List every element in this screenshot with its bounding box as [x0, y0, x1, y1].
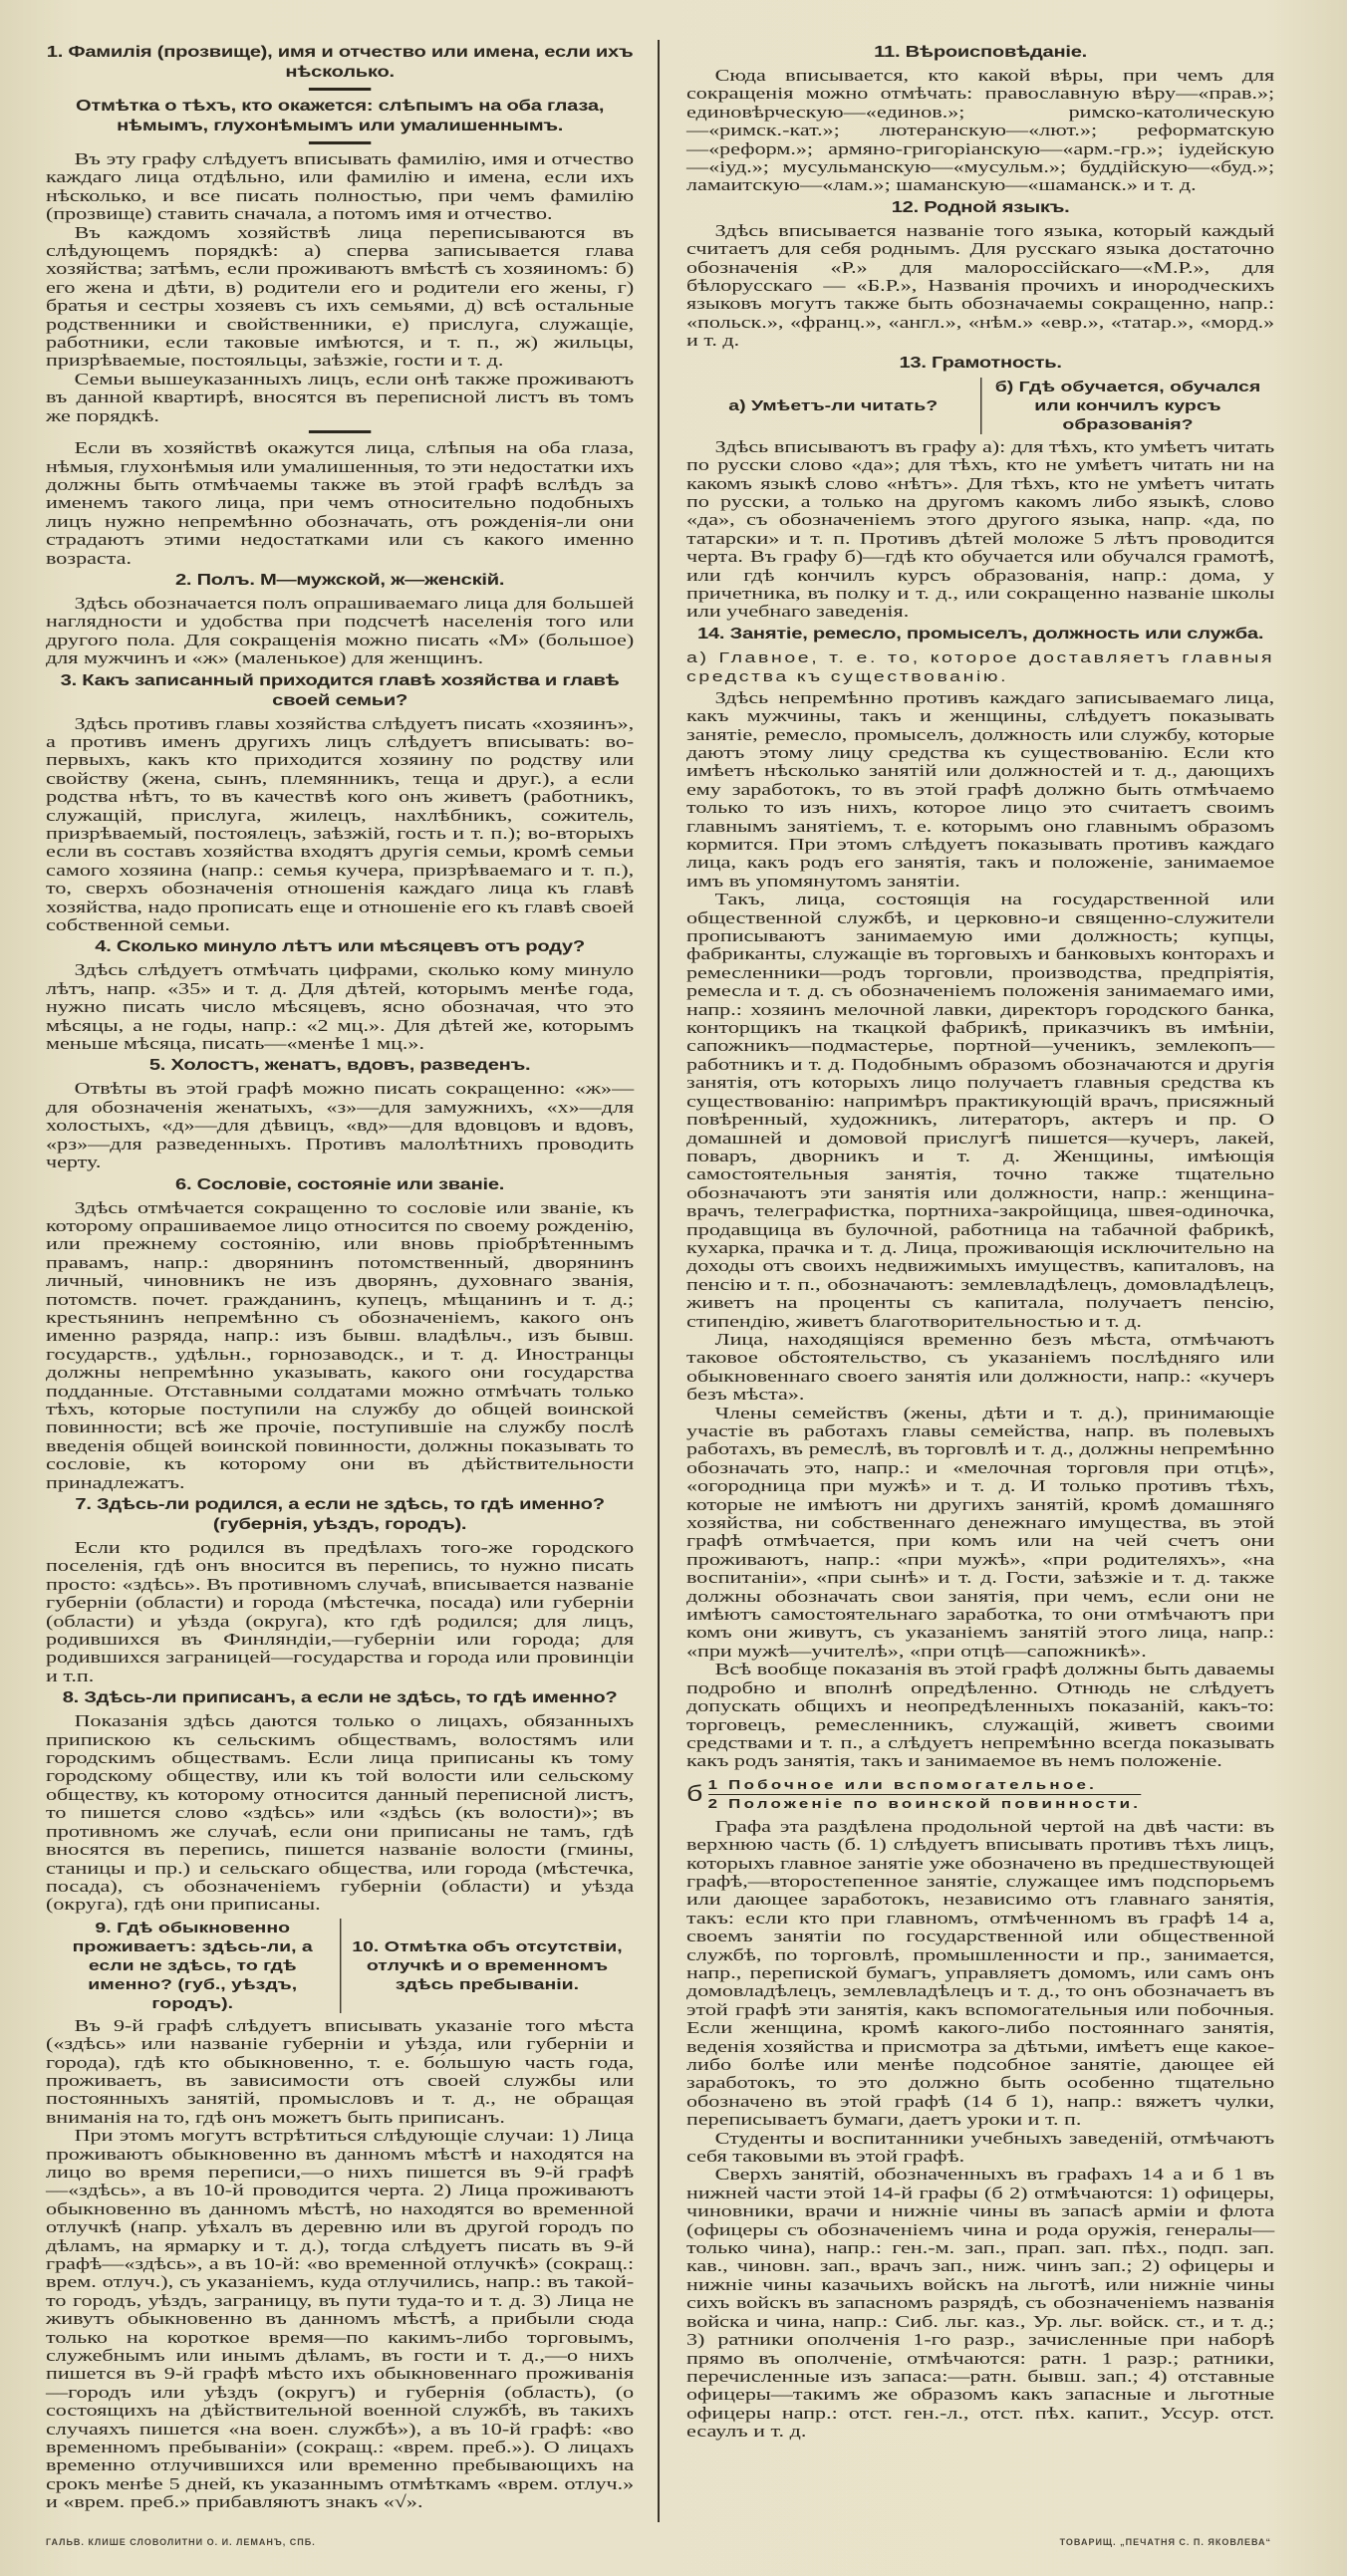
paragraph: При этомъ могутъ встрѣтиться слѣдующіе случаи: 1) Лица проживаютъ обыкновенно въ данномъ мѣстѣ и находятся на лицо во время переписи,—о нихъ пишется въ 9-й графѣ—«здѣсь», а въ 10-й проводится черта. 2) Лица проживаютъ обыкновенно въ данномъ мѣстѣ, но находятся во временной отлучкѣ (напр. уѣхалъ въ деревню или въ другой городъ по дѣламъ, на ярмарку и т. д.), тогда слѣдуетъ писать въ 9-й графѣ—«здѣсь», а въ 10-й: «во временной отлучкѣ» (сокращ.: врем. отлуч.), съ указаніемъ, куда отлучились, напр.: въ такой-то городъ, уѣздъ, заграницу, въ пути туда-то и т. д. 3) Лица не живутъ обыкновенно въ данномъ мѣстѣ, а прибыли сюда только на короткое время—по какимъ-либо торговымъ, служебнымъ или инымъ дѣламъ, въ гости и т. д.,—о нихъ пишется въ 9-й графѣ мѣсто ихъ обыкновеннаго проживанія—городъ или уѣздъ (округъ) и губернія (область), (о состоящихъ на дѣйствительной военной службѣ, въ такихъ случаяхъ пишется «на воен. службѣ»), а въ 10-й графѣ: «во временномъ пребываніи» (сокращ.: «врем. преб.»). О лицахъ временно отлучившихся или временно пребывающихъ на срокъ менѣе 5 дней, къ указаннымъ отмѣткамъ «врем. отлуч.» и «врем. преб.» прибавляютъ знакъ «√».	[46, 2126, 635, 2512]
split-heading-left: 9. Гдѣ обыкновенно проживаетъ: здѣсь-ли, а если не здѣсь, то гдѣ именно? (губ., уѣздъ, городъ).	[46, 1919, 341, 2013]
section-heading: 11. Вѣроисповѣданіе.	[874, 44, 1088, 61]
section-heading: 8. Здѣсь-ли приписанъ, а если не здѣсь, то гдѣ именно?	[62, 1689, 618, 1707]
section-heading: 2. Полъ. М—мужской, ж—женскій.	[174, 571, 505, 589]
split-heading	[686, 378, 1274, 434]
subsection-line-2: 2 Положеніе по воинской повинности.	[707, 1795, 1142, 1811]
subsection-line-1: 1 Побочное или вспомогательное.	[708, 1776, 1142, 1795]
split-heading	[46, 1919, 634, 2013]
paragraph: Если въ хозяйствѣ окажутся лица, слѣпыя на оба глаза, нѣмыя, глухонѣмыя или умалишенныя, то эти недостатки ихъ должны быть отмѣчаемы также въ этой графѣ вслѣдъ за именемъ такого лица, при чемъ относительно подобныхъ лицъ нужно непремѣнно обозначать, отъ рожденія-ли они страдаютъ этими недостатками или съ какого именно возраста.	[46, 438, 635, 568]
section-heading: 13. Грамотность.	[899, 354, 1062, 372]
section-heading: 12. Родной языкъ.	[891, 198, 1070, 216]
paragraph: Сюда вписывается, кто какой вѣры, при чемъ для сокращенія можно отмѣчать: православную вѣру—«прав.»; единовѣрческую—«единов.»; римско-католическую—«римск.-кат.»; лютеранскую—«лют.»; реформатскую—«реформ.»; армяно-григоріанскую—«арм.-гр.»; іудейскую—«іуд.»; мусульманскую—«мусульм.»; буддійскую—«буд.»; ламаитскую—«лам.»; шаманскую—«шаманск.» и т. д.	[686, 66, 1275, 195]
subsection-b-heading	[686, 1776, 1274, 1813]
paragraph: Здѣсь непремѣнно противъ каждаго записываемаго лица, какъ мужчины, такъ и женщины, слѣдуетъ показывать занятіе, ремесло, промыселъ, должность или службу, которые даютъ этому лицу средства къ существованію. Если кто имѣетъ нѣсколько занятій или должностей и т. д., дающихъ ему заработокъ, то въ этой графѣ должно быть отмѣчаемо только то изъ нихъ, которое лицо это считаетъ своимъ главнымъ занятіемъ, т. е. которымъ оно главнымъ образомъ кормится. При этомъ слѣдуетъ показывать противъ каждаго лица, какъ родъ его занятія, такъ и положеніе, занимаемое имъ въ упомянутомъ занятіи.	[686, 687, 1275, 891]
separator-rule	[309, 88, 371, 91]
paragraph: Такъ, лица, состоящія на государственной или общественной службѣ, и церковно-и священно-служители прописываютъ занимаемую ими должность; купцы, фабриканты, служащіе въ торговыхъ и банковыхъ конторахъ и ремесленники—родъ торговли, производства, предпріятія, ремесла и т. д. съ обозначеніемъ положенія занимаемаго ими, напр.: хозяинъ мелочной лавки, директоръ городского банка, конторщикъ на ткацкой фабрикѣ, приказчикъ въ имѣніи, сапожникъ—подмастерье, портной—ученикъ, землекопъ—работникъ и т. д. Подобнымъ образомъ обозначаются и другія занятія, отъ которыхъ лицо получаетъ главныя средства къ существованію: напримѣръ практикующій врачъ, присяжный повѣренный, художникъ, литераторъ, актеръ и пр. О домашней и домовой прислугѣ пишется—кучеръ, лакей, поваръ, дворникъ и т. д. Женщины, имѣющія самостоятельныя занятія, точно также тщательно обозначаютъ эти занятія или должности, напр.: женщина-врачъ, телеграфистка, портниха-закройщица, швея-одиночка, продавщица въ булочной, работница на табачной фабрикѣ, кухарка, прачка и т. д. Лица, проживающія исключительно на доходы отъ своихъ недвижимыхъ имуществъ, капиталовъ, на пенсію и т. п., обозначаютъ: землевладѣлецъ, домовладѣлецъ, живетъ на проценты съ капитала, получаетъ пенсію, стипендію, живетъ благотворительностью и т. д.	[686, 890, 1275, 1331]
left-column	[46, 40, 634, 2512]
paragraph: Въ эту графу слѣдуетъ вписывать фамилію, имя и отчество каждаго лица отдѣльно, или фамилію и имена, если ихъ нѣсколько, и все писать полностью, при чемъ фамилію (прозвище) ставить сначала, а потомъ имя и отчество.	[46, 149, 635, 224]
paragraph: Въ 9-й графѣ слѣдуетъ вписывать указаніе того мѣста («здѣсь» или названіе губерніи и уѣзда, или губерніи и города), гдѣ кто обыкновенно, т. е. бо́льшую часть года, проживаетъ, въ зависимости отъ своей службы или постоянныхъ занятій, промысловъ и т. д., не обращая вниманія на то, гдѣ онъ можетъ быть приписанъ.	[46, 2015, 635, 2127]
paragraph: Всѣ вообще показанія въ этой графѣ должны быть даваемы подробно и вполнѣ опредѣленно. Отнюдь не слѣдуетъ допускать общихъ и неопредѣленныхъ показаній, какъ-то: торговецъ, ремесленникъ, служащій, живетъ своими средствами и т. п., а слѣдуетъ непремѣнно всегда показывать какъ родъ занятія, такъ и занимаемое въ немъ положеніе.	[686, 1660, 1275, 1771]
right-column	[686, 40, 1274, 2442]
paragraph: Здѣсь слѣдуетъ отмѣчать цифрами, сколько кому минуло лѣтъ, напр. «35» и т. д. Для дѣтей, которымъ менѣе года, нужно писать число мѣсяцевъ, ясно обозначая, что это мѣсяцы, а не годы, напр.: «2 мц.». Для дѣтей же, которымъ меньше мѣсяца, писать—«менѣе 1 мц.».	[46, 960, 635, 1054]
paragraph: Графа эта раздѣлена продольной чертой на двѣ части: въ верхнюю часть (б. 1) слѣдуетъ вписывать противъ тѣхъ лицъ, которыхъ главное занятіе уже обозначено въ предшествующей графѣ,—второстепенное занятіе, служащее имъ подспорьемъ или дающее заработокъ, независимо отъ главнаго занятія, такъ: если кто при главномъ, отмѣченномъ въ графѣ 14 а, своемъ занятіи по государственной или общественной службѣ, по торговлѣ, промышленности и пр., занимается, напр., перепиской бумагъ, управляетъ домомъ, или самъ онъ домовладѣлецъ, землевладѣлецъ и т. д., то онъ обозначаетъ въ этой графѣ эти занятія, какъ вспомогательныя или побочныя. Если женщина, кромѣ какого-либо постояннаго занятія, веденія хозяйства и присмотра за дѣтьми, имѣетъ еще какое-либо болѣе или менѣе подсобное занятіе, дающее ей заработокъ, то это должно быть особенно тщательно обозначено въ этой графѣ (14 б 1), напр.: вяжетъ чулки, переписываетъ бумаги, даетъ уроки и т. п.	[686, 1816, 1275, 2130]
subsection-heading: а) Главное, т. е. то, которое доставляетъ главныя средства къ существованію.	[686, 648, 1275, 685]
section-heading: 5. Холостъ, женатъ, вдовъ, разведенъ.	[148, 1057, 531, 1075]
section-heading: 14. Занятіе, ремесло, промыселъ, должность или служба.	[697, 625, 1264, 643]
column-divider	[658, 40, 660, 2522]
paragraph: Студенты и воспитанники учебныхъ заведеній, отмѣчаютъ себя таковыми въ этой графѣ.	[686, 2128, 1275, 2167]
subsection-letter: б	[686, 1781, 703, 1807]
paragraph: Здѣсь отмѣчается сокращенно то сословіе или званіе, къ которому опрашиваемое лицо относится по своему рожденію, или прежнему состоянію, или вновь пріобрѣтеннымъ правамъ, напр.: дворянинъ потомственный, дворянинъ личный, чиновникъ не изъ дворянъ, духовнаго званія, потомств. почет. гражданинъ, купецъ, мѣщанинъ и т. д.; крестьянинъ непремѣнно съ обозначеніемъ, какого онъ именно разряда, напр.: изъ бывш. владѣльч., изъ бывш. государств., удѣльн., горнозаводск., и т. д. Иностранцы должны непремѣнно указывать, какого они государства подданные. Отставными солдатами можно отмѣчать только тѣхъ, которые поступили на службу до общей воинской повинности; всѣ же прочіе, поступившіе на службу послѣ введенія общей воинской повинности, должны показывать то сословіе, къ которому они въ дѣйствительности принадлежатъ.	[46, 1197, 635, 1492]
section-heading: 4. Сколько минуло лѣтъ или мѣсяцевъ отъ роду?	[95, 938, 585, 956]
paragraph: Здѣсь противъ главы хозяйства слѣдуетъ писать «хозяинъ», а противъ именъ другихъ лицъ слѣдуетъ вписывать: во-первыхъ, какъ кто приходится хозяину по родству или свойству (жена, сынъ, племянникъ, теща и друг.), а если родства нѣтъ, то въ качествѣ кого онъ живетъ (работникъ, служащій, прислуга, жилецъ, нахлѣбникъ, сожитель, призрѣваемый, постоялецъ, заѣзжій, гость и т. п.); во-вторыхъ если въ составъ хозяйства входятъ другія семьи, кромѣ семьи самого хозяина (напр.: семья кучера, призрѣваемаго и т. п.), то, сверхъ обозначенія отношенія каждаго лица къ главѣ хозяйства, надо прописать еще и отношеніе его къ главѣ своей собственной семьи.	[46, 713, 635, 935]
paragraph: Семьи вышеуказанныхъ лицъ, если онѣ также проживаютъ въ данной квартирѣ, вносятся въ переписной листъ въ томъ же порядкѣ.	[46, 369, 635, 425]
separator-rule	[309, 141, 371, 144]
paragraph: Если кто родился въ предѣлахъ того-же городского поселенія, гдѣ онъ вносится въ перепись, то нужно писать просто: «здѣсь». Въ противномъ случаѣ, вписывается названіе губерніи (области) и города (мѣстечка, посада) или губерніи (области) и уѣзда (округа), кто гдѣ родился; для лицъ, родившихся въ Финляндіи,—губерніи или города; для родившихся заграницей—государства и города или провинціи и т.п.	[46, 1538, 635, 1685]
section-heading: 3. Какъ записанный приходится главѣ хозяйства и главѣ своей семьи?	[60, 671, 620, 709]
paragraph: Сверхъ занятій, обозначенныхъ въ графахъ 14 а и б 1 въ нижней части этой 14-й графы (б 2) отмѣчаются: 1) офицеры, чиновники, врачи и нижніе чины въ запасѣ арміи и флота (офицеры съ обозначеніемъ чина и рода оружія, генералы—только чина), напр.: ген.-м. зап., прап. зап. пѣх., подп. зап. кав., чиновн. зап., врачъ зап., ниж. чинъ зап.; 2) офицеры и нижніе чины казачьихъ войскъ на льготѣ, или нижніе чины сихъ войскъ въ запасномъ разрядѣ, съ обозначеніемъ названія войска и чина, напр.: Сиб. льг. каз., Ур. льг. войск. ст., и т. д.; 3) ратники ополченія 1-го разр., зачисленные при наборѣ прямо въ ополченіе, отмѣчаются: ратн. 1 разр.; ратники, перечисленные изъ запаса:—ратн. бывш. зап.; 4) отставные офицеры—такимъ же образомъ какъ запасные и льготные офицеры напр.: отст. ген.-л., отст. пѣх. капит., Уссур. отст. есаулъ и т. д.	[686, 2165, 1275, 2442]
paragraph: Лица, находящіяся временно безъ мѣста, отмѣчаютъ таковое обстоятельство, съ указаніемъ послѣдняго или обыкновеннаго своего занятія или должности, напр.: «кучеръ безъ мѣста».	[686, 1329, 1275, 1405]
separator-rule	[309, 430, 371, 433]
printer-credit-left: ГАЛЬВ. КЛИШЕ СЛОВОЛИТНИ О. И. ЛЕМАНЪ, СПБ.	[46, 2537, 316, 2547]
paragraph: Здѣсь обозначается полъ опрашиваемаго лица для большей наглядности и удобства при подсчетѣ населенія того или другого пола. Для сокращенія можно писать «М» (большое) для мужчинъ и «ж» (маленькое) для женщинъ.	[46, 593, 635, 668]
paragraph: Отвѣты въ этой графѣ можно писать сокращенно: «ж»—для обозначенія женатыхъ, «з»—для замужнихъ, «х»—для холостыхъ, «д»—для дѣвицъ, «вд»—для вдовцовъ и вдовъ, «рз»—для разведенныхъ. Противъ малолѣтнихъ проводить черту.	[46, 1079, 635, 1172]
split-heading-right: б) Гдѣ обучается, обучался или кончилъ курсъ образованія?	[994, 378, 1261, 433]
paragraph: Члены семействъ (жены, дѣти и т. д.), принимающіе участіе въ работахъ главы семейства, напр. въ полевыхъ работахъ, въ ремеслѣ, въ торговлѣ и т. д., должны непремѣнно обозначать это, напр.: и «мелочная торговля при отцѣ», «огородница при мужѣ» и т. д. И только противъ тѣхъ, которые не имѣютъ ни другихъ занятій, кромѣ домашняго хозяйства, ни собственнаго денежнаго имущества, въ этой графѣ отмѣчается, при комъ или на чей счетъ они проживаютъ, напр.: «при мужѣ», «при родителяхъ», «на воспитаніи», «при сынѣ» и т. д. Гости, заѣзжіе и т. д. также должны обозначать свои занятія, при чемъ, если они не имѣютъ самостоятельнаго заработка, то они отмѣчаютъ при комъ они живутъ, съ указаніемъ занятій этого лица, напр.: «при мужѣ—учителѣ», «при отцѣ—сапожникѣ».	[686, 1403, 1275, 1661]
split-heading-right: 10. Отмѣтка объ отсутствіи, отлучкѣ и о временномъ здѣсь пребываніи.	[352, 1937, 623, 1993]
section-heading: 7. Здѣсь-ли родился, а если не здѣсь, то гдѣ именно? (губернія, уѣздъ, городъ).	[75, 1496, 605, 1533]
paragraph: Здѣсь вписывается названіе того языка, который каждый считаетъ для себя роднымъ. Для русскаго языка достаточно обозначенія «Р.» для малороссійскаго—«М.Р.», для бѣлорусскаго — «Б.Р.», Названія прочихъ и инородческихъ языковъ могутъ также быть обозначаемы сокращенно, напр.: «польск.», «франц.», «англ.», «нѣм.» «евр.», «татар.», «морд.» и т. д.	[686, 220, 1275, 351]
printer-credit-right: ТОВАРИЩ. „ПЕЧАТНЯ С. П. ЯКОВЛЕВА“	[1059, 2537, 1271, 2547]
subsection-lines	[708, 1776, 1142, 1813]
split-heading-left: а) Умѣетъ-ли читать?	[686, 378, 981, 434]
paragraph: Здѣсь вписываютъ въ графу а): для тѣхъ, кто умѣетъ читать по русски слово «да»; для тѣхъ, кто не умѣетъ читать ни на какомъ языкѣ слово «нѣтъ». Для тѣхъ, кто не умѣетъ читать по русски, а только на другомъ какомъ либо языкѣ, слово «да», съ обозначеніемъ этого другого языка, напр. «да, по татарски» и т. п. Противъ дѣтей моложе 5 лѣтъ проводится черта. Въ графу б)—гдѣ кто обучается или обучался грамотѣ, или гдѣ кончилъ курсъ образованія, напр.: дома, у причетника, въ полку и т. д., или сокращенно названіе школы или учебнаго заведенія.	[686, 436, 1275, 622]
section-heading: 6. Сословіе, состояніе или званіе.	[175, 1175, 505, 1193]
paragraph: Въ каждомъ хозяйствѣ лица переписываются въ слѣдующемъ порядкѣ: а) сперва записывается глава хозяйства; затѣмъ, если проживаютъ вмѣстѣ съ хозяиномъ: б) его жена и дѣти, в) родители его и родители его жены, г) братья и сестры хозяевъ съ ихъ семьями, д) всѣ остальные родственники и свойственники, е) прислуга, служащіе, работники, если таковые имѣются, и т. п., ж) жильцы, призрѣваемые, постояльцы, заѣзжіе, гости и т. д.	[46, 222, 635, 371]
paragraph: Показанія здѣсь даются только о лицахъ, обязанныхъ припискою къ сельскимъ обществамъ, волостямъ или городскимъ обществамъ. Если лица приписаны къ тому городскому обществу, или къ той волости или сельскому обществу, къ которому относится данный переписной листъ, то пишется слово «здѣсь» или «здѣсь (къ волости)»; въ противномъ же случаѣ, если они приписаны не тамъ, гдѣ вносятся въ перепись, пишется названіе волости (гмины, станицы и пр.) и сельскаго общества, или города (мѣстечка, посада), съ обозначеніемъ губерніи (области) и уѣзда (округа), гдѣ они приписаны.	[46, 1711, 635, 1915]
section-heading: 1. Фамилія (прозвище), имя и отчество или имена, если ихъ нѣсколько.	[46, 44, 634, 81]
section-heading: Отмѣтка о тѣхъ, кто окажется: слѣпымъ на оба глаза, нѣмымъ, глухонѣмымъ или умалишеннымъ.	[76, 98, 605, 134]
